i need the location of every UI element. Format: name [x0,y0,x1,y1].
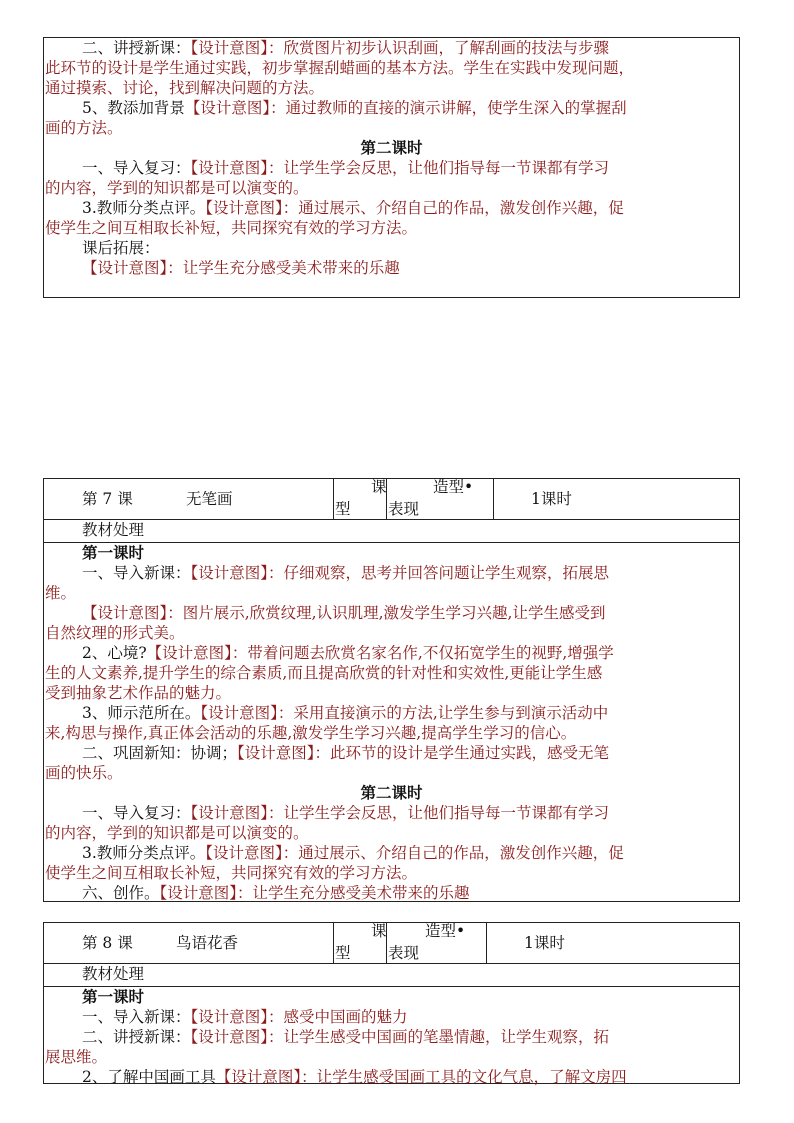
line-intent-text: 的内容，学到的知识都是可以演变的。 [45,179,309,197]
text-line [44,683,739,703]
line-intent-text: 【设计意图】：让学生充分感受美术带来的乐趣 [159,884,470,902]
lesson7-type-top: 造型• [433,478,474,496]
text-line [44,603,739,623]
text-line [44,98,739,118]
line-intent-text: 受到抽象艺术作品的魅力。 [45,684,232,702]
text-line [44,623,739,643]
line-lead-text: 二、巩固新知：协调； [82,744,238,762]
lesson7-lesson1-title: 第一课时 [82,543,145,562]
block1-lines2 [44,158,739,278]
line-intent-text: 使学生之间互相取长补短，共同探究有效的学习方法。 [45,219,418,237]
line-intent-text: 【设计意图】：仔细观察，思考并回答问题让学生观察，拓展思 [190,564,610,582]
line-intent-text: 使学生之间互相取长补短，共同探究有效的学习方法。 [45,864,418,882]
text-line [44,823,739,843]
lesson8-header [44,923,739,964]
lesson7-block [43,478,740,902]
text-line [44,883,739,903]
text-line [44,258,739,278]
line-lead-text: 2、心境? [82,644,147,662]
lesson7-header [44,479,739,520]
lesson8-type-top: 造型• [425,922,466,940]
lesson8-block [43,922,740,1084]
line-intent-text: 【设计意图】：让学生学会反思，让他们指导每一节课都有学习 [190,804,610,822]
line-intent-text: 【设计意图】：感受中国画的魅力 [190,1008,408,1026]
line-lead-text: 3.教师分类点评。 [82,844,206,862]
line-intent-text: 来,构思与操作,真正体会活动的乐趣,激发学生学习兴趣,提高学生学习的信心。 [45,724,577,742]
text-line [44,238,739,258]
line-intent-text: 【设计意图】：欣赏图片初步认识刮画，了解刮画的技法与步骤 [190,39,610,57]
lesson8-hours: 1课时 [524,934,565,952]
line-lead-text: 一、导入复习： [82,804,191,822]
text-line [44,58,739,78]
lesson7-type-bottom: 表现 [388,500,420,518]
line-lead-text: 2、了解中国画工具 [82,1068,216,1086]
line-intent-text: 【设计意图】：通过展示、介绍自己的作品，激发创作兴趣，促 [205,844,624,862]
lesson7-material: 教材处理 [44,520,739,543]
text-line [44,1007,739,1027]
line-intent-text: 【设计意图】：此环节的设计是学生通过实践，感受无笔 [237,744,610,762]
line-lead-text: 3.教师分类点评。 [82,199,206,217]
line-intent-text: 此环节的设计是学生通过实践，初步掌握刮蜡画的基本方法。学生在实践中发现问题， [45,59,635,77]
text-line [44,643,739,663]
line-intent-text: 生的人文素养,提升学生的综合素质,而且提高欣赏的针对性和实效性,更能让学生感 [45,664,603,682]
lesson8-type-bottom: 表现 [388,944,420,962]
line-intent-text: 【设计意图】：图片展示,欣赏纹理,认识肌理,激发学生学习兴趣,让学生感受到 [82,604,606,622]
line-intent-text: 画的快乐。 [45,764,123,782]
line-lead-text: 课后拓展： [82,239,160,257]
text-line [44,843,739,863]
line-lead-text: 5、教添加背景 [82,99,185,117]
text-line [44,583,739,603]
text-line [44,863,739,883]
text-line [44,763,739,783]
text-line [44,78,739,98]
line-intent-text: 【设计意图】：让学生学会反思，让他们指导每一节课都有学习 [190,159,610,177]
line-intent-text: 【设计意图】：让学生感受国画工具的文化气息，了解文房四 [215,1068,627,1086]
lesson7-number: 第 7 课 [82,490,133,508]
line-intent-text: 通过摸索、讨论，找到解决问题的方法。 [45,79,325,97]
lesson8-material: 教材处理 [44,964,739,987]
line-intent-text: 【设计意图】：通过教师的直接的演示讲解，使学生深入的掌握刮 [184,99,627,117]
line-intent-text: 展思维。 [45,1048,108,1066]
lesson7-name: 无笔画 [186,490,233,508]
text-line [44,1067,739,1087]
lesson8-type-label-bottom: 型 [335,944,351,962]
text-line [44,663,739,683]
line-intent-text: 的内容，学到的知识都是可以演变的。 [45,824,309,842]
line-lead-text: 二、讲授新课： [82,39,191,57]
lesson8-type-label-top: 课 [371,922,387,940]
lesson7-hours: 1课时 [531,490,572,508]
line-intent-text: 【设计意图】：带着问题去欣赏名家名作,不仅拓宽学生的视野,增强学 [146,644,614,662]
text-line [44,218,739,238]
lesson7-lines2 [44,803,739,903]
line-lead-text: 二、讲授新课： [82,1028,191,1046]
text-line [44,158,739,178]
text-line [44,703,739,723]
line-intent-text: 画的方法。 [45,119,123,137]
text-line [44,563,739,583]
lesson-block-continued [43,37,740,298]
block1-lines [44,38,739,138]
line-intent-text: 【设计意图】：通过展示、介绍自己的作品，激发创作兴趣，促 [205,199,624,217]
text-line [44,118,739,138]
text-line [44,178,739,198]
line-lead-text: 六、创作。 [82,884,160,902]
text-line [44,803,739,823]
lesson8-name: 鸟语花香 [176,934,239,952]
lesson7-lesson2-title: 第二课时 [360,783,423,802]
text-line [44,198,739,218]
line-lead-text: 一、导入新课： [82,1008,191,1026]
text-line [44,38,739,58]
lesson8-lesson1-title: 第一课时 [82,987,145,1006]
line-intent-text: 【设计意图】：让学生感受中国画的笔墨情趣，让学生观察，拓 [190,1028,610,1046]
text-line [44,723,739,743]
line-intent-text: 【设计意图】：让学生充分感受美术带来的乐趣 [82,259,400,277]
lesson7-lines [44,563,739,783]
lesson7-type-label-top: 课 [371,478,387,496]
line-lead-text: 一、导入新课： [82,564,191,582]
text-line [44,1027,739,1047]
lesson2-title: 第二课时 [360,138,423,157]
lesson8-number: 第 8 课 [82,934,133,952]
line-intent-text: 维。 [45,584,77,602]
text-line [44,743,739,763]
line-lead-text: 3、师示范所在。 [82,704,201,722]
lesson8-lines [44,1007,739,1087]
text-line [44,1047,739,1067]
line-intent-text: 自然纹理的形式美。 [45,624,185,642]
line-intent-text: 【设计意图】：采用直接演示的方法,让学生参与到演示活动中 [200,704,609,722]
lesson7-type-label-bottom: 型 [335,500,351,518]
line-lead-text: 一、导入复习： [82,159,191,177]
